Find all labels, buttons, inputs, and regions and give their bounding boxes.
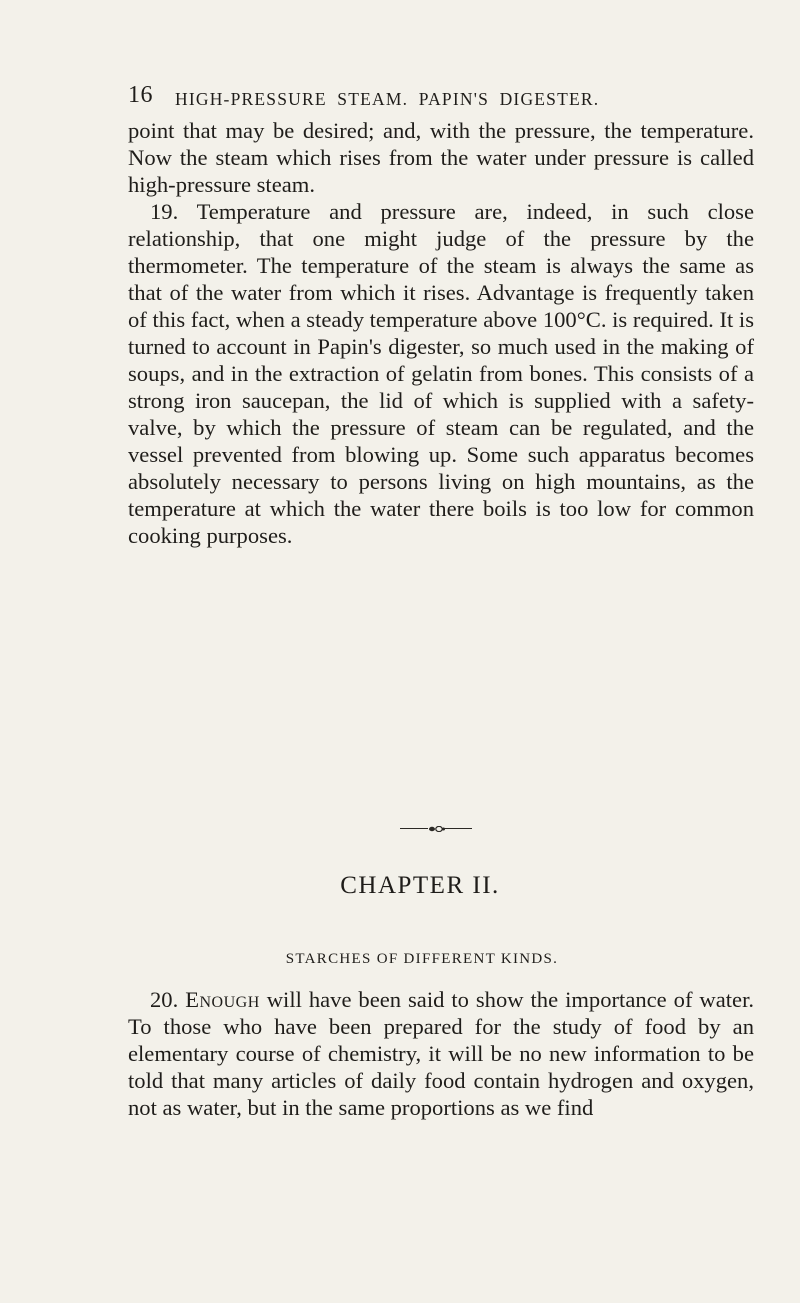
paragraph-body: will have been said to show the importance of water. To those who have been prepared for the study of food by an elementary course of chemistry, it will be no new information to be told that many articles of daily food contain hydrogen and oxygen, not as water, but in the same proportions as we find — [128, 987, 754, 1120]
paragraph-continued: point that may be desired; and, with the pressure, the temperature. Now the steam which rises from the water under pressure is called high-pressure steam. — [128, 118, 754, 197]
body-text-section-2 — [128, 986, 754, 1121]
running-head: HIGH-PRESSURE STEAM. PAPIN'S DIGESTER. — [175, 89, 600, 109]
chapter-subtitle: STARCHES OF DIFFERENT KINDS. — [285, 951, 559, 967]
chapter-title: CHAPTER II. — [340, 872, 500, 899]
paragraph-19: 19. Temperature and pressure are, indeed, in such close relationship, that one might judge of the pressure by the thermometer. The temperature of the steam is always the same as that of the water from which it rises. Advantage is frequently taken of this fact, when a steady temperature above 100°C. is required. It is turned to account in Papin's digester, so much used in the making of soups, and in the extraction of gelatin from bones. This consists of a strong iron saucepan, the lid of which is supplied with a safety-valve, by which the pressure of steam can be regulated, and the vessel prevented from blowing up. Some such apparatus becomes absolutely necessary to persons living on high mountains, as the temperature at which the water there boils is too low for common cooking purposes. — [128, 199, 754, 548]
page-number: 16 — [128, 82, 153, 108]
section-divider-ornament-icon — [400, 826, 472, 832]
ornament-rule-right — [444, 828, 472, 829]
ornament-knot-icon — [427, 826, 445, 832]
paragraph-20 — [128, 986, 754, 1121]
ornament-rule-left — [400, 828, 428, 829]
body-text-section-1 — [128, 117, 754, 549]
paragraph-lead-word: Enough — [185, 987, 260, 1012]
paragraph-number: 20. — [150, 987, 179, 1012]
